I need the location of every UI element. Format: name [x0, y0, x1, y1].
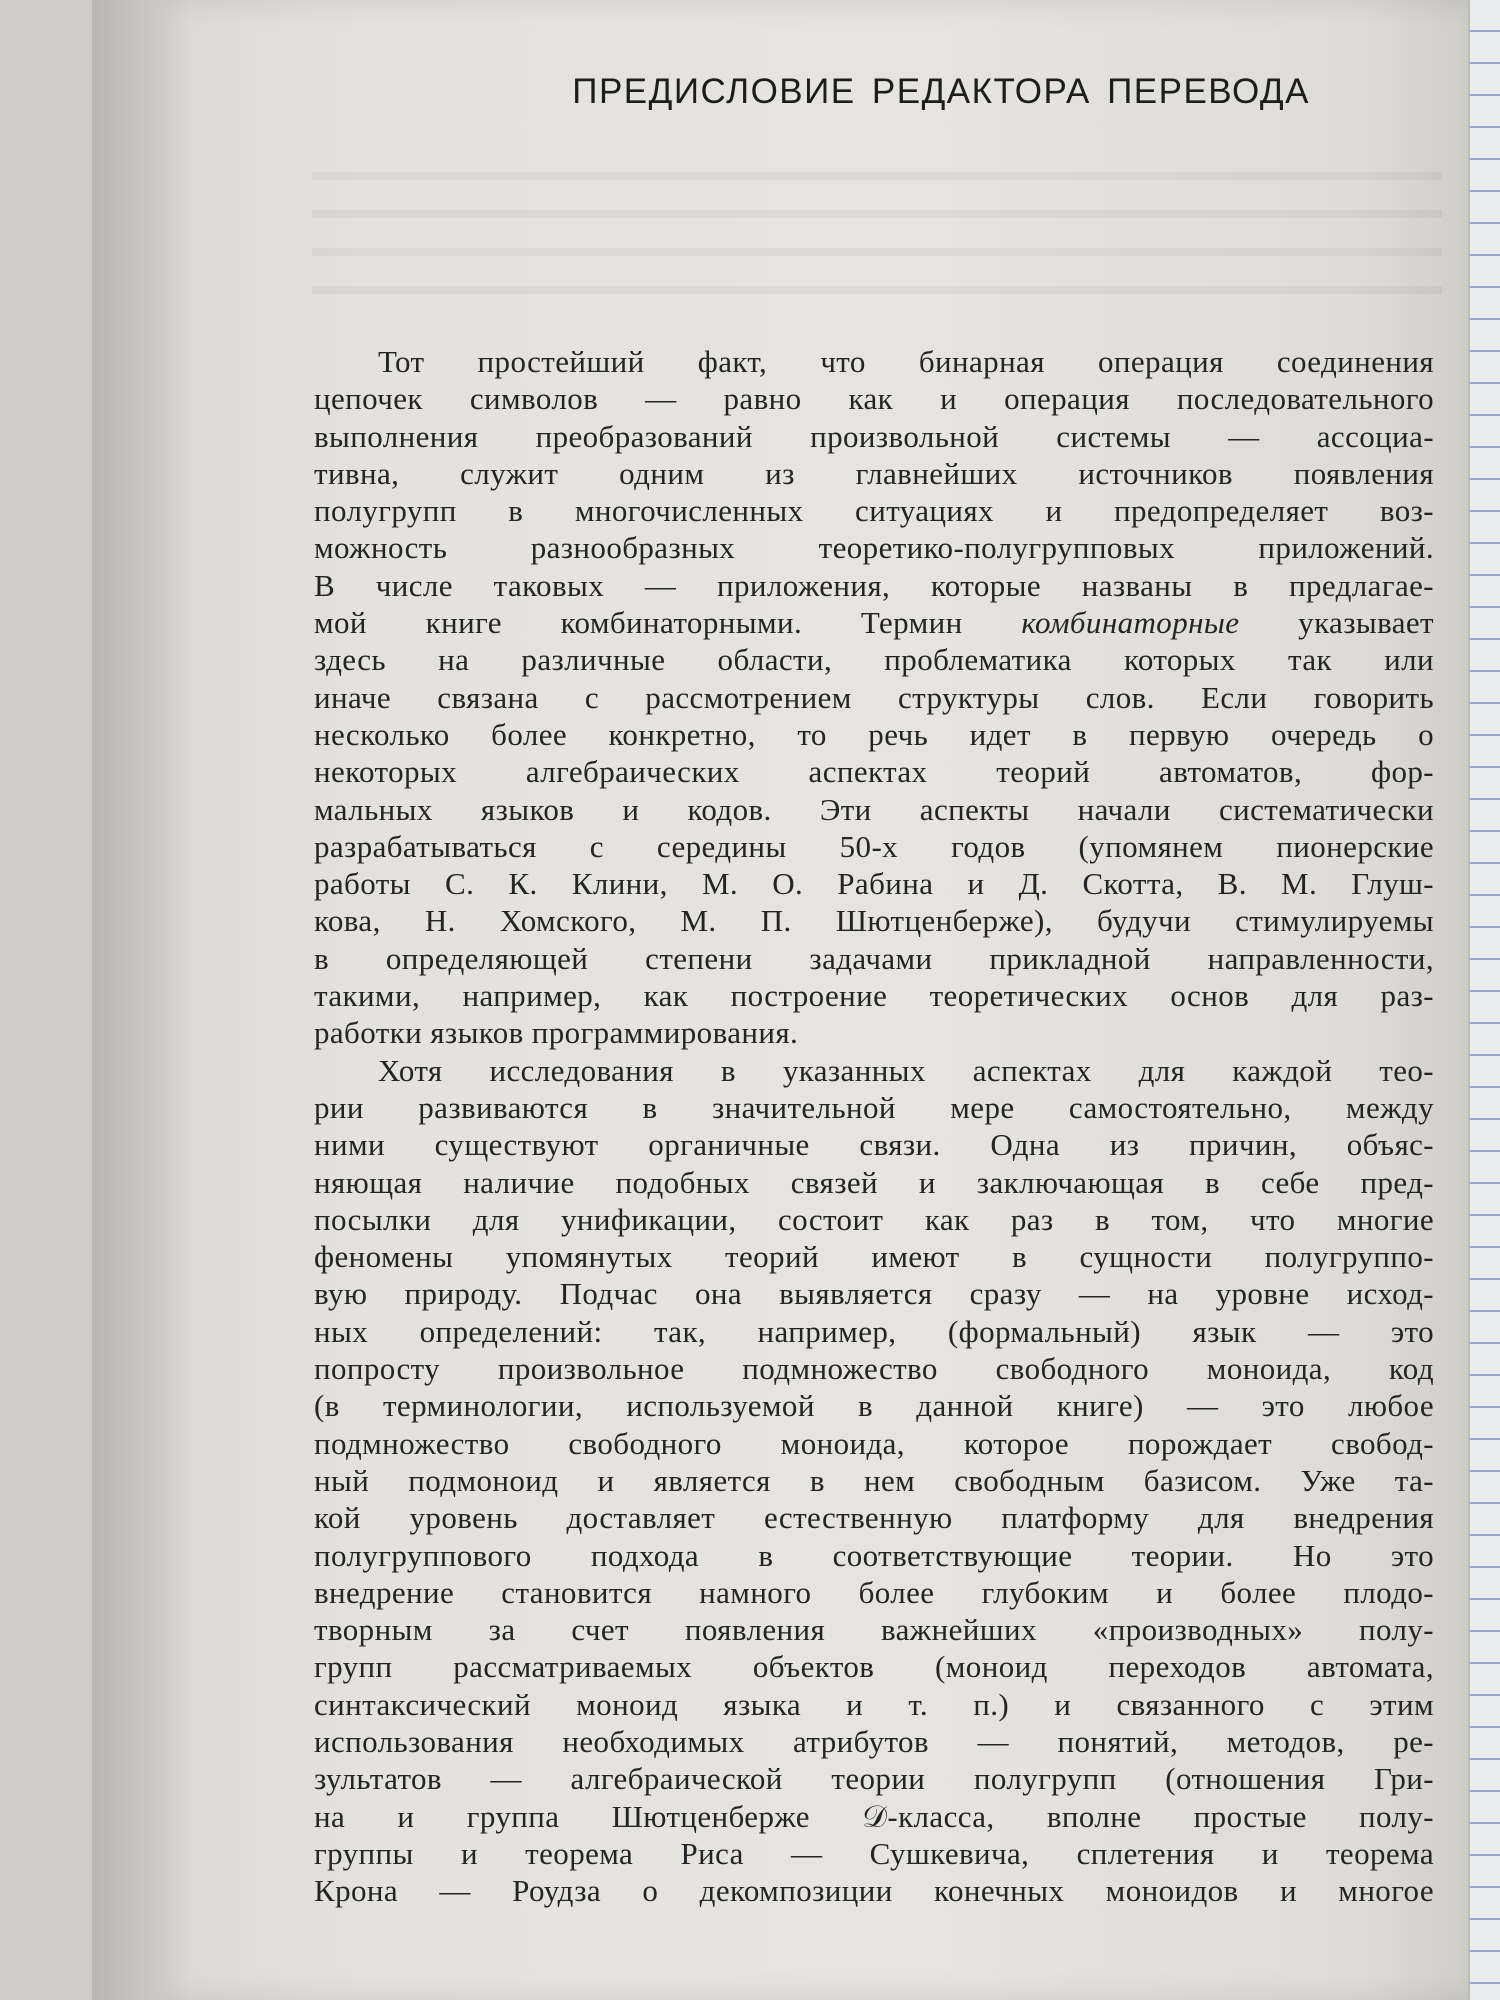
text-line: можность разнообразных теоретико-полугрупповых приложений.: [314, 530, 1434, 566]
text-line: в определяющей степени задачами прикладной направленности,: [314, 940, 1434, 976]
text-line: попросту произвольное подмножество свободного моноида, код: [314, 1351, 1434, 1387]
text-line: кова, Н. Хомского, М. П. Шютценберже), будучи стимулируемы: [314, 903, 1434, 939]
text-line: на и группа Шютценберже 𝒟-класса, вполне простые полу-: [314, 1798, 1434, 1834]
text-line: творным за счет появления важнейших «производных» полу-: [314, 1612, 1434, 1648]
text-line: Хотя исследования в указанных аспектах для каждой тео-: [378, 1052, 1434, 1088]
page-heading: ПРЕДИСЛОВИЕ РЕДАКТОРА ПЕРЕВОДА: [572, 72, 1310, 111]
text-line: В числе таковых — приложения, которые названы в предлагае-: [314, 567, 1434, 603]
text-line: работки языков программирования.: [314, 1015, 799, 1051]
spine-shadow: [92, 0, 192, 2000]
text-line: некоторых алгебраических аспектах теорий автоматов, фор-: [314, 754, 1434, 790]
book-page: [92, 0, 1470, 2000]
text-line: вую природу. Подчас она выявляется сразу — на уровне исход-: [314, 1276, 1434, 1312]
body-text: [314, 343, 1434, 1909]
text-line: несколько более конкретно, то речь идет в первую очередь о: [314, 716, 1434, 752]
text-line: (в терминологии, используемой в данной книге) — это любое: [314, 1388, 1434, 1424]
emphasized-term: комбинаторные: [1021, 605, 1240, 641]
text-segment: указывает: [1239, 605, 1434, 641]
text-line: работы С. К. Клини, М. О. Рабина и Д. Скотта, В. М. Глуш-: [314, 866, 1434, 902]
text-line: разрабатываться с середины 50-х годов (упомянем пионерские: [314, 828, 1434, 864]
text-line: иначе связана с рассмотрением структуры слов. Если говорить: [314, 679, 1434, 715]
text-line: кой уровень доставляет естественную платформу для внедрения: [314, 1500, 1434, 1536]
text-line: внедрение становится намного более глубоким и более плодо-: [314, 1574, 1434, 1610]
text-line: ных определений: так, например, (формальный) язык — это: [314, 1313, 1434, 1349]
text-line: полугруппового подхода в соответствующие теории. Но это: [314, 1537, 1434, 1573]
text-line: няющая наличие подобных связей и заключающая в себе пред-: [314, 1164, 1434, 1200]
text-line: подмножество свободного моноида, которое порождает свобод-: [314, 1425, 1434, 1461]
text-line: использования необходимых атрибутов — понятий, методов, ре-: [314, 1723, 1434, 1759]
text-line: [314, 604, 1434, 641]
text-line: ними существуют органичные связи. Одна из причин, объяс-: [314, 1127, 1434, 1163]
text-line: мальных языков и кодов. Эти аспекты начали систематически: [314, 791, 1434, 827]
text-line: рии развиваются в значительной мере самостоятельно, между: [314, 1089, 1434, 1125]
text-line: полугрупп в многочисленных ситуациях и предопределяет воз-: [314, 493, 1434, 529]
text-line: цепочек символов — равно как и операция последовательного: [314, 381, 1434, 417]
text-line: Тот простейший факт, что бинарная операция соединения: [378, 344, 1434, 379]
bleed-through-text: [312, 150, 1442, 320]
text-line: посылки для унификации, состоит как раз в том, что многие: [314, 1201, 1434, 1237]
text-line: такими, например, как построение теоретических основ для раз-: [314, 978, 1434, 1014]
text-segment: мой книге комбинаторными. Термин: [314, 605, 1022, 641]
text-line: выполнения преобразований произвольной системы — ассоциа-: [314, 418, 1434, 454]
text-line: группы и теорема Риса — Сушкевича, сплетения и теорема: [314, 1835, 1434, 1871]
text-line: синтаксический моноид языка и т. п.) и связанного с этим: [314, 1686, 1434, 1722]
notebook-paper-edge: [1468, 0, 1500, 2000]
text-line: ный подмоноид и является в нем свободным базисом. Уже та-: [314, 1462, 1434, 1498]
text-line: здесь на различные области, проблематика которых так или: [314, 642, 1434, 678]
text-line: Крона — Роудза о декомпозиции конечных моноидов и многое: [314, 1873, 1434, 1909]
text-line: зультатов — алгебраической теории полугрупп (отношения Гри-: [314, 1761, 1434, 1797]
text-line: групп рассматриваемых объектов (моноид переходов автомата,: [314, 1649, 1434, 1685]
text-line: тивна, служит одним из главнейших источников появления: [314, 455, 1434, 491]
text-line: феномены упомянутых теорий имеют в сущности полугруппо-: [314, 1239, 1434, 1275]
